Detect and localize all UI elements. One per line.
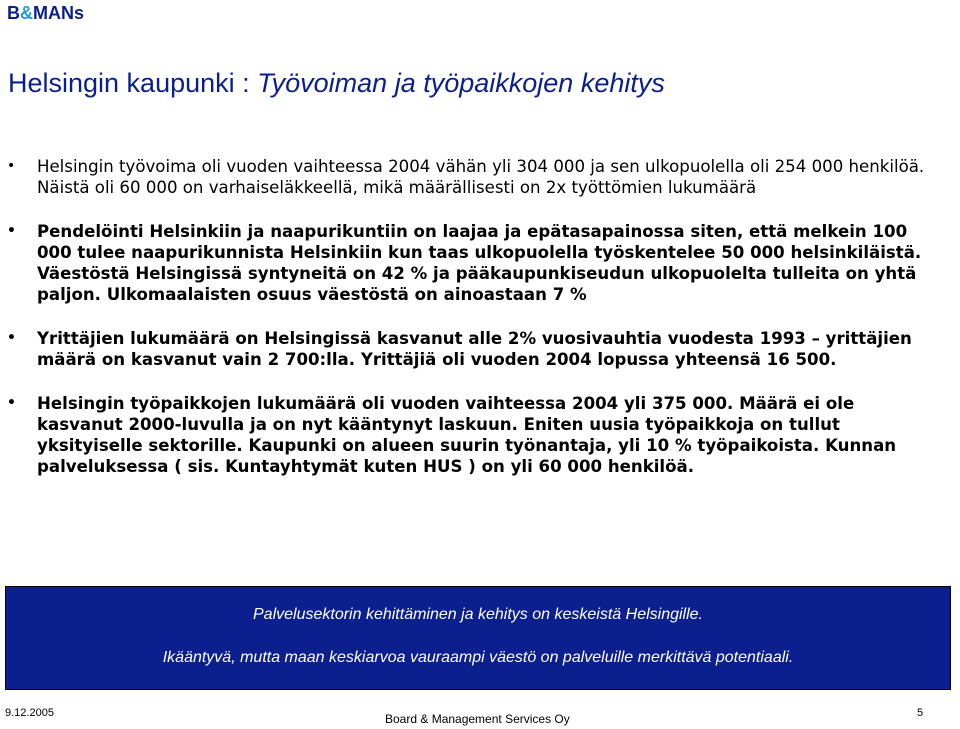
bullet-text: Helsingin työpaikkojen lukumäärä oli vuoden vaihteessa 2004 yli 375 000. Määrä ei ole kasvanut 2000-luvulla ja on nyt kääntynyt laskuun. Eniten uusia työpaikkoja on tullut yksityiselle sektorille. Kaupunki on alueen suurin työnantaja, yli 10 % työpaikoista. Kunnan palveluksessa ( sis. Kuntayhtymät kuten HUS ) on yli 60 000 henkilöä. xyxy=(37,394,897,476)
brand-prefix: B xyxy=(7,3,20,23)
bullet-text: Yrittäjien lukumäärä on Helsingissä kasvanut alle 2% vuosivauhtia vuodesta 1993 – yrittäjien määrä on kasvanut vain 2 700:lla. Yrittäjiä oli vuoden 2004 lopussa yhteensä 16 500. xyxy=(37,329,912,369)
callout-box xyxy=(5,586,951,690)
bullet-marker: • xyxy=(7,223,16,239)
callout-line-2: Ikääntyvä, mutta maan keskiarvoa vauraampi väestö on palveluille merkittävä potentiaali. xyxy=(162,649,794,666)
brand-suffix: MANs xyxy=(33,3,85,23)
page-number: 5 xyxy=(917,707,924,719)
bullet-item xyxy=(0,156,960,198)
bullet-marker: • xyxy=(7,395,16,411)
footer-company: Board & Management Services Oy xyxy=(385,712,570,726)
bullet-item xyxy=(0,221,960,305)
bullet-item xyxy=(0,328,960,370)
callout-line-1: Palvelusektorin kehittäminen ja kehitys on keskeistä Helsingille. xyxy=(253,606,703,623)
bullet-marker: • xyxy=(7,158,16,174)
brand-logo xyxy=(7,3,84,24)
footer-date: 9.12.2005 xyxy=(5,707,54,719)
bullet-text: Helsingin työvoima oli vuoden vaihteessa 2004 vähän yli 304 000 ja sen ulkopuolella oli 254 000 henkilöä. Näistä oli 60 000 on varhaiseläkkeellä, mikä määrällisesti on 2x työttömien lukumäärä xyxy=(37,157,925,197)
bullet-list xyxy=(0,156,960,500)
brand-ampersand: & xyxy=(20,3,33,23)
title-subtitle: Työvoiman ja työpaikkojen kehitys xyxy=(257,68,665,98)
title-main: Helsingin kaupunki : xyxy=(8,68,258,98)
bullet-text: Pendelöinti Helsinkiin ja naapurikuntiin on laajaa ja epätasapainossa siten, että melkein 100 000 tulee naapurikunnista Helsinkiin kun taas ulkopuolella työskentelee 50 000 helsinkiläistä. Väestöstä Helsingissä syntyneitä on 42 % ja pääkaupunkiseudun ulkopuolelta tulleita on yhtä paljon. Ulkomaalaisten osuus väestöstä on ainoastaan 7 % xyxy=(37,222,922,304)
page-title xyxy=(8,68,665,99)
bullet-item xyxy=(0,393,960,477)
bullet-marker: • xyxy=(7,330,16,346)
